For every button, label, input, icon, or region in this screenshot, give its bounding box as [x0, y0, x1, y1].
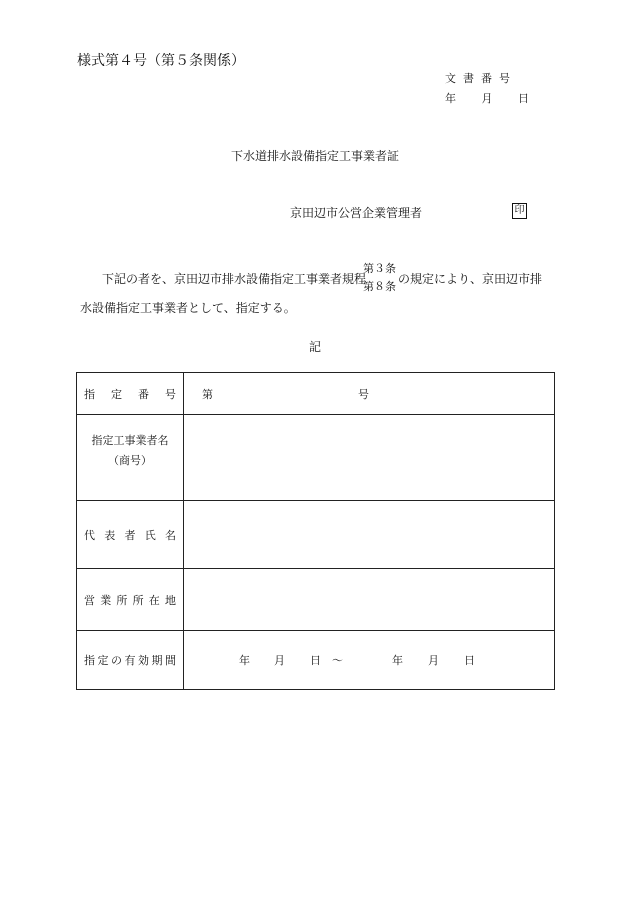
value-office-address[interactable] [184, 569, 555, 631]
value-representative-name[interactable] [184, 501, 555, 569]
number-suffix: 号 [358, 387, 369, 401]
label-char: の [111, 654, 122, 667]
seal-stamp: 印 [512, 203, 527, 219]
body-text-part1: 下記の者を、京田辺市排水設備指定工事業者規程 [102, 272, 367, 286]
label-text [77, 527, 183, 543]
document-number-label: 文書番号 [445, 72, 517, 85]
label-office-address [77, 569, 184, 631]
label-char: 指 [84, 654, 95, 667]
document-date [445, 90, 529, 106]
label-contractor-name [77, 415, 184, 501]
label-char: 号 [165, 387, 176, 401]
label-text [77, 592, 183, 608]
label-char: 業 [100, 593, 112, 607]
table-row [77, 631, 555, 690]
label-designation-number [77, 373, 184, 415]
label-char: 効 [138, 654, 149, 667]
label-char: 定 [111, 387, 122, 401]
start-day: 日 [310, 654, 321, 667]
label-char: 所 [132, 593, 144, 607]
label-line1: 指定工事業者名 [91, 433, 169, 447]
label-char: 指 [84, 387, 95, 401]
label-char: 定 [97, 654, 109, 667]
end-year: 年 [392, 654, 403, 667]
number-prefix: 第 [202, 387, 213, 401]
label-char: 地 [164, 593, 176, 607]
date-day: 日 [518, 92, 529, 105]
label-text [77, 386, 183, 402]
table-row [77, 373, 555, 415]
label-char: 氏 [144, 528, 156, 542]
date-month: 月 [481, 92, 493, 105]
body-text-part3: 水設備指定工事業者として、指定する。 [80, 301, 296, 315]
table-row [77, 569, 555, 631]
start-year: 年 [239, 654, 250, 667]
designation-table [76, 372, 555, 690]
value-contractor-name[interactable] [184, 415, 555, 501]
label-text [77, 652, 183, 668]
label-char: 間 [165, 654, 176, 667]
form-number: 様式第４号（第５条関係） [77, 53, 245, 69]
label-validity-period [77, 631, 184, 690]
clause-reference [363, 260, 396, 296]
issuer-name: 京田辺市公営企業管理者 [290, 206, 423, 220]
label-char: 所 [116, 593, 128, 607]
label-char: 番 [138, 387, 149, 401]
label-char: 名 [165, 528, 176, 542]
label-representative-name [77, 501, 184, 569]
period-tilde: ～ [332, 654, 343, 667]
ki-heading: 記 [308, 340, 321, 354]
label-char: 営 [84, 593, 95, 607]
table-row [77, 415, 555, 501]
label-char: 有 [124, 654, 136, 667]
label-char: 者 [124, 528, 136, 542]
value-validity-period[interactable] [184, 631, 555, 690]
label-line2: （商号） [108, 453, 152, 467]
end-month: 月 [428, 654, 439, 667]
clause-line2: 第８条 [363, 280, 396, 293]
body-text-part2: の規定により、京田辺市排 [398, 272, 543, 286]
clause-line1: 第３条 [363, 262, 396, 275]
start-month: 月 [274, 654, 285, 667]
label-char: 代 [84, 528, 95, 542]
label-char: 在 [148, 593, 160, 607]
table-row [77, 501, 555, 569]
document-title: 下水道排水設備指定工事業者証 [230, 149, 399, 163]
end-day: 日 [464, 654, 475, 667]
date-year: 年 [445, 92, 456, 105]
label-char: 表 [104, 528, 116, 542]
label-char: 期 [151, 654, 163, 667]
value-designation-number[interactable] [184, 373, 555, 415]
